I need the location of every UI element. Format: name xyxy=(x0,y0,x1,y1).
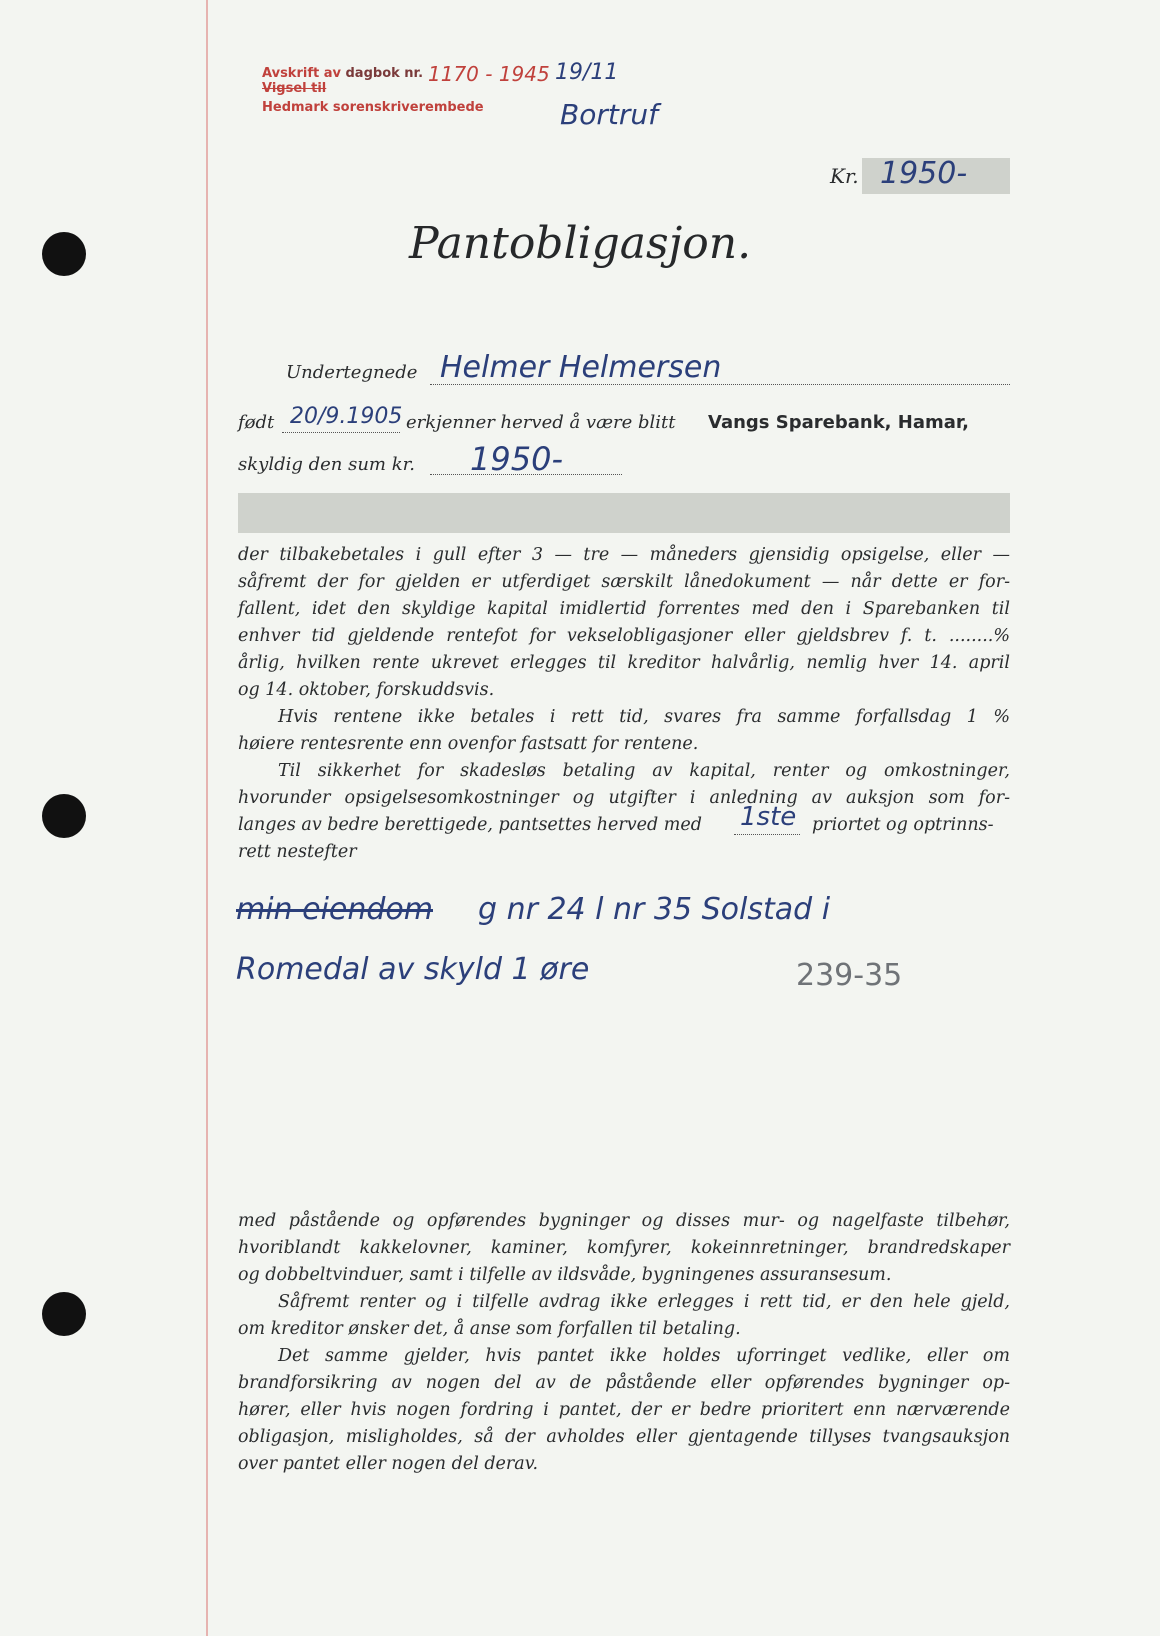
clause-line: med påstående og opførendes bygninger og disses mur- og nagelfaste tilbehør, xyxy=(238,1211,1010,1231)
clause-line: Det samme gjelder, hvis pantet ikke holdes uforringet vedlike, eller om xyxy=(278,1346,1010,1366)
undertegnede-label: Undertegnede xyxy=(286,362,418,383)
dagbok-number: 1170 - 1945 xyxy=(428,62,550,86)
stamp-office: Hedmark sorenskriverembede xyxy=(262,100,484,115)
clause-line: der tilbakebetales i gull efter 3 — tre — måneders gjensidig opsigelse, eller — xyxy=(238,545,1010,565)
clause-line: rett nestefter xyxy=(238,842,357,862)
debtor-sum: 1950- xyxy=(470,440,563,478)
debtor-name: Helmer Helmersen xyxy=(440,350,722,385)
clause-line: og 14. oktober, forskuddsvis. xyxy=(238,680,495,700)
clause-line: om kreditor ønsker det, å anse som forfallen til betaling. xyxy=(238,1319,741,1339)
stamp-prefix: Avskrift av xyxy=(262,66,341,81)
punch-hole-middle xyxy=(42,794,86,838)
clause-buildings xyxy=(238,1208,1010,1478)
bank-name: Vangs Sparebank, Hamar, xyxy=(708,412,969,433)
clause-line: fallent, idet den skyldige kapital imidlertid forrentes med den i Sparebanken til xyxy=(238,599,1010,619)
clause-line: årlig, hvilken rente ukrevet erlegges til kreditor halvårlig, nemlig hver 14. april xyxy=(238,653,1010,673)
clause-line: over pantet eller nogen del derav. xyxy=(238,1454,539,1474)
amount-value: 1950- xyxy=(880,156,968,191)
stamp-dagbok: dagbok nr. xyxy=(345,66,424,81)
clause-line: såfremt der for gjelden er utferdiget særskilt lånedokument — når dette er for- xyxy=(238,572,1010,592)
clause-line: Til sikkerhet for skadesløs betaling av kapital, renter og omkostninger, xyxy=(278,761,1010,781)
clerk-signature: Bortruf xyxy=(560,98,658,131)
property-line-1: g nr 24 l nr 35 Solstad i xyxy=(478,892,831,927)
birth-dotline xyxy=(282,432,400,433)
amount-label: Kr. xyxy=(830,164,859,188)
birth-date: 20/9.1905 xyxy=(290,404,403,429)
erkjenner-text: erkjenner herved å være blitt xyxy=(406,412,676,433)
property-struck: min eiendom xyxy=(236,892,433,927)
clause-line: enhver tid gjeldende rentefot for vekselobligasjoner eller gjeldsbrev f. t. ........% xyxy=(238,626,1010,646)
stamp-struck-line: Vigsel til xyxy=(262,81,327,96)
clause-line: høiere rentesrente enn ovenfor fastsatt for rentene. xyxy=(238,734,699,754)
clause-line: og dobbeltvinduer, samt i tilfelle av ildsvåde, bygningenes assuransesum. xyxy=(238,1265,892,1285)
fodt-label: født xyxy=(238,412,275,433)
clause-line: hvoriblandt kakkelovner, kaminer, komfyrer, kokeinnretninger, brandredskaper xyxy=(238,1238,1010,1258)
clause-repayment xyxy=(238,542,1010,866)
priority-handwritten: 1ste xyxy=(740,802,797,832)
property-line-2: Romedal av skyld 1 øre xyxy=(236,952,590,987)
clause-line: Såfremt renter og i tilfelle avdrag ikke erlegges i rett tid, er den hele gjeld, xyxy=(278,1292,1010,1312)
priority-line xyxy=(238,802,1010,839)
skyldig-label: skyldig den sum kr. xyxy=(238,454,415,475)
clause-line: hører, eller hvis nogen fordring i pantet, der er bedre prioritert enn nærværende xyxy=(238,1400,1010,1420)
date-note: 19/11 xyxy=(555,60,619,85)
clause-line: brandforsikring av nogen del av de påstående eller opførendes bygninger op- xyxy=(238,1373,1010,1393)
clause-line: priortet og optrinns- xyxy=(812,815,994,835)
document-title: Pantobligasjon. xyxy=(408,218,752,269)
clause-line: obligasjon, misligholdes, så der avholdes eller gjentagende tillyses tvangsauksjon xyxy=(238,1427,1010,1447)
property-reference: 239-35 xyxy=(796,958,903,993)
clause-line: hvorunder opsigelsesomkostninger og utgifter i anledning av auksjon som for- xyxy=(238,788,1010,808)
priority-dotline xyxy=(734,834,800,835)
punch-hole-bottom xyxy=(42,1292,86,1336)
amount-in-words-bar xyxy=(238,493,1010,533)
clause-line: langes av bedre berettigede, pantsettes herved med xyxy=(238,815,702,835)
clause-line: Hvis rentene ikke betales i rett tid, svares fra samme forfallsdag 1 % xyxy=(278,707,1010,727)
